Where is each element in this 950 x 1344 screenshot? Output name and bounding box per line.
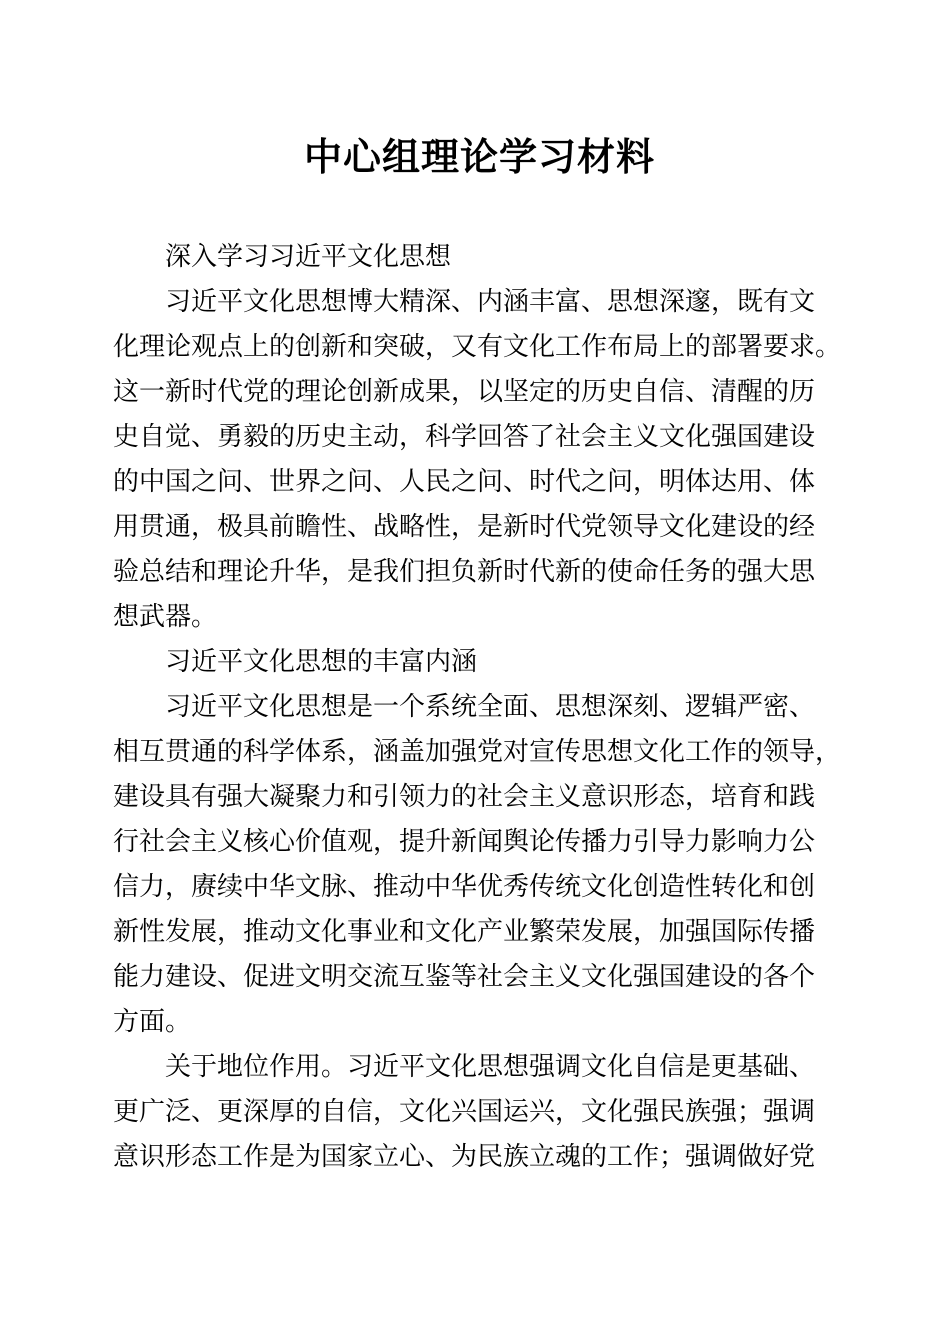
document-title: 中心组理论学习材料 [303,137,655,179]
text-line: 相互贯通的科学体系，涵盖加强党对宣传思想文化工作的领导， [113,737,842,766]
text-line: 习近平文化思想博大精深、内涵丰富、思想深邃，既有文 [165,287,816,316]
text-line: 习近平文化思想是一个系统全面、思想深刻、逻辑严密、 [165,692,816,721]
text-line: 深入学习习近平文化思想 [165,242,452,271]
text-line: 化理论观点上的创新和突破，又有文化工作布局上的部署要求。 [113,332,842,361]
text-line: 用贯通，极具前瞻性、战略性，是新时代党领导文化建设的经 [113,512,816,541]
paragraph [113,684,846,1044]
text-line: 信力，赓续中华文脉、推动中华优秀传统文化创造性转化和创 [113,872,816,901]
document-body [113,234,846,1179]
text-line: 行社会主义核心价值观，提升新闻舆论传播力引导力影响力公 [113,827,816,856]
text-line: 关于地位作用。习近平文化思想强调文化自信是更基础、 [165,1052,816,1081]
text-line: 想武器。 [113,602,218,631]
section-heading [113,234,846,279]
text-line: 意识形态工作是为国家立心、为民族立魂的工作；强调做好党 [113,1142,816,1171]
text-line: 能力建设、促进文明交流互鉴等社会主义文化强国建设的各个 [113,962,816,991]
text-line: 习近平文化思想的丰富内涵 [165,647,478,676]
text-line: 这一新时代党的理论创新成果，以坚定的历史自信、清醒的历 [113,377,816,406]
text-line: 建设具有强大凝聚力和引领力的社会主义意识形态，培育和践 [113,782,816,811]
paragraph [113,279,846,639]
text-line: 方面。 [113,1007,192,1036]
section-heading [113,639,846,684]
text-line: 新性发展，推动文化事业和文化产业繁荣发展，加强国际传播 [113,917,816,946]
text-line: 验总结和理论升华，是我们担负新时代新的使命任务的强大思 [113,557,816,586]
text-line: 的中国之问、世界之问、人民之问、时代之问，明体达用、体 [113,467,816,496]
text-line: 史自觉、勇毅的历史主动，科学回答了社会主义文化强国建设 [113,422,816,451]
text-line: 更广泛、更深厚的自信，文化兴国运兴，文化强民族强；强调 [113,1097,816,1126]
paragraph [113,1044,846,1179]
